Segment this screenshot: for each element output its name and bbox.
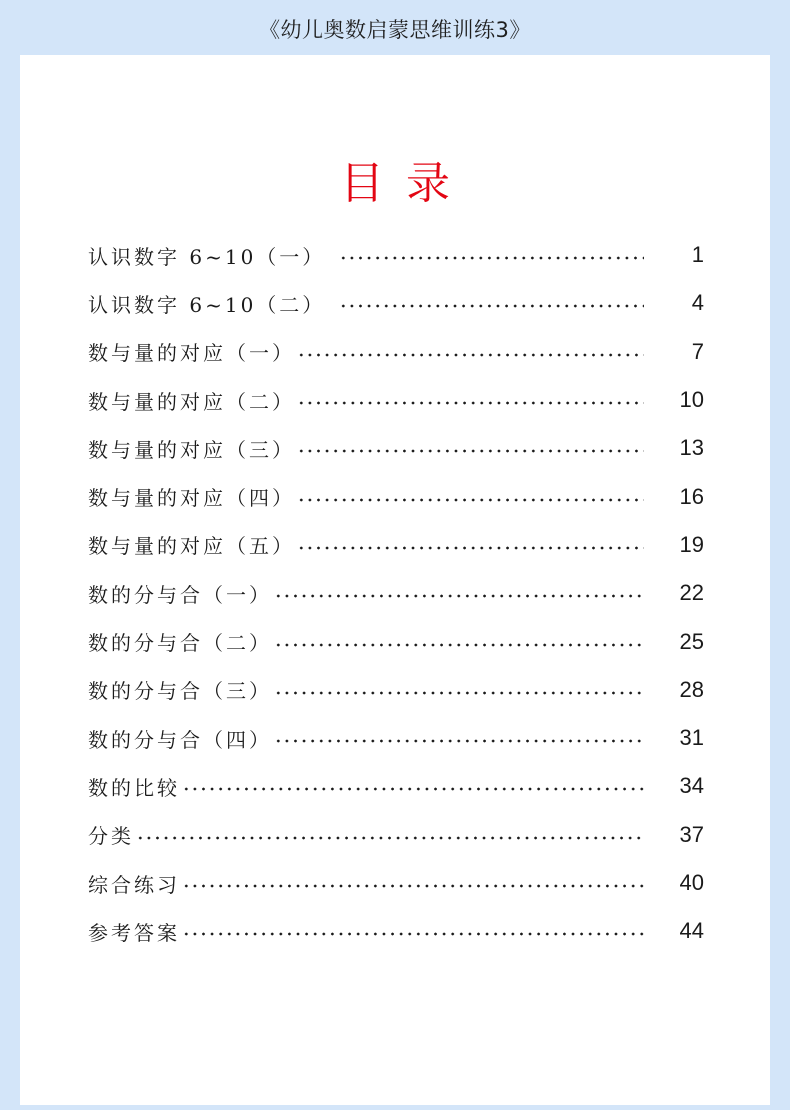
toc-entry-page: 10: [679, 387, 704, 413]
toc-entry-page: 7: [691, 338, 704, 364]
leader-dots: [297, 353, 644, 357]
toc-entry[interactable]: [88, 666, 704, 714]
toc-entry-page: 13: [679, 435, 704, 461]
toc-entry-label: 数的比较: [88, 775, 180, 800]
toc-entry-label: 数与量的对应（一）: [88, 341, 295, 366]
toc-entry-label: 分类: [88, 824, 134, 849]
toc-entry-page: 1: [691, 242, 704, 268]
toc-entry-page: 19: [679, 531, 704, 557]
toc-entry-page: 37: [679, 821, 704, 847]
toc-entry[interactable]: [88, 811, 704, 859]
toc-entry-label: 综合练习: [88, 872, 180, 897]
toc-entry-page: 22: [679, 580, 704, 606]
toc-entry[interactable]: [88, 424, 704, 472]
toc-entry-page: 25: [679, 628, 704, 654]
toc-entry-label: 认识数字 6~10（二）: [88, 292, 326, 317]
leader-dots: [297, 498, 644, 502]
toc-entry[interactable]: [88, 279, 704, 327]
toc-entry-label: 数与量的对应（五）: [88, 534, 295, 559]
toc-entry-page: 44: [679, 918, 704, 944]
book-title: 《幼儿奥数启蒙思维训练3》: [259, 18, 531, 42]
leader-dots: [339, 304, 644, 308]
toc-entry-label: 数的分与合（二）: [88, 631, 272, 656]
toc-entry-label: 认识数字 6~10（一）: [88, 244, 326, 269]
leader-dots: [182, 787, 644, 791]
leader-dots: [339, 256, 644, 260]
leader-dots: [297, 546, 644, 550]
leader-dots: [297, 449, 644, 453]
leader-dots: [182, 932, 644, 936]
leader-dots: [297, 401, 644, 405]
toc-entry-label: 数与量的对应（四）: [88, 486, 295, 511]
toc-entry-label: 数与量的对应（三）: [88, 437, 295, 462]
toc-entry-page: 31: [679, 725, 704, 751]
toc-entry-page: 34: [679, 773, 704, 799]
toc-entry-label: 参考答案: [88, 920, 180, 945]
toc-entry-page: 40: [679, 870, 704, 895]
toc-entry-page: 16: [679, 483, 704, 509]
toc-entry[interactable]: [88, 907, 704, 955]
toc-entry[interactable]: [88, 714, 704, 762]
toc-entry[interactable]: [88, 376, 704, 424]
toc-entry[interactable]: [88, 569, 704, 617]
leader-dots: [274, 691, 644, 695]
leader-dots: [274, 594, 644, 598]
toc-entry[interactable]: [88, 328, 704, 376]
page-title: 目录: [340, 158, 472, 209]
toc-entry-label: 数的分与合（三）: [88, 679, 272, 704]
leader-dots: [136, 836, 644, 840]
toc-list: [88, 231, 704, 955]
toc-entry[interactable]: [88, 521, 704, 569]
leader-dots: [274, 739, 644, 743]
toc-entry[interactable]: [88, 762, 704, 810]
toc-entry-label: 数的分与合（四）: [88, 727, 272, 752]
toc-page: [20, 55, 770, 1105]
toc-entry[interactable]: [88, 231, 704, 279]
leader-dots: [182, 884, 644, 888]
toc-entry[interactable]: [88, 472, 704, 520]
toc-entry[interactable]: [88, 617, 704, 665]
toc-entry-label: 数的分与合（一）: [88, 582, 272, 607]
toc-entry-page: 28: [679, 676, 704, 702]
toc-entry[interactable]: [88, 859, 704, 907]
leader-dots: [274, 643, 644, 647]
toc-entry-page: 4: [691, 290, 704, 316]
toc-entry-label: 数与量的对应（二）: [88, 389, 295, 414]
